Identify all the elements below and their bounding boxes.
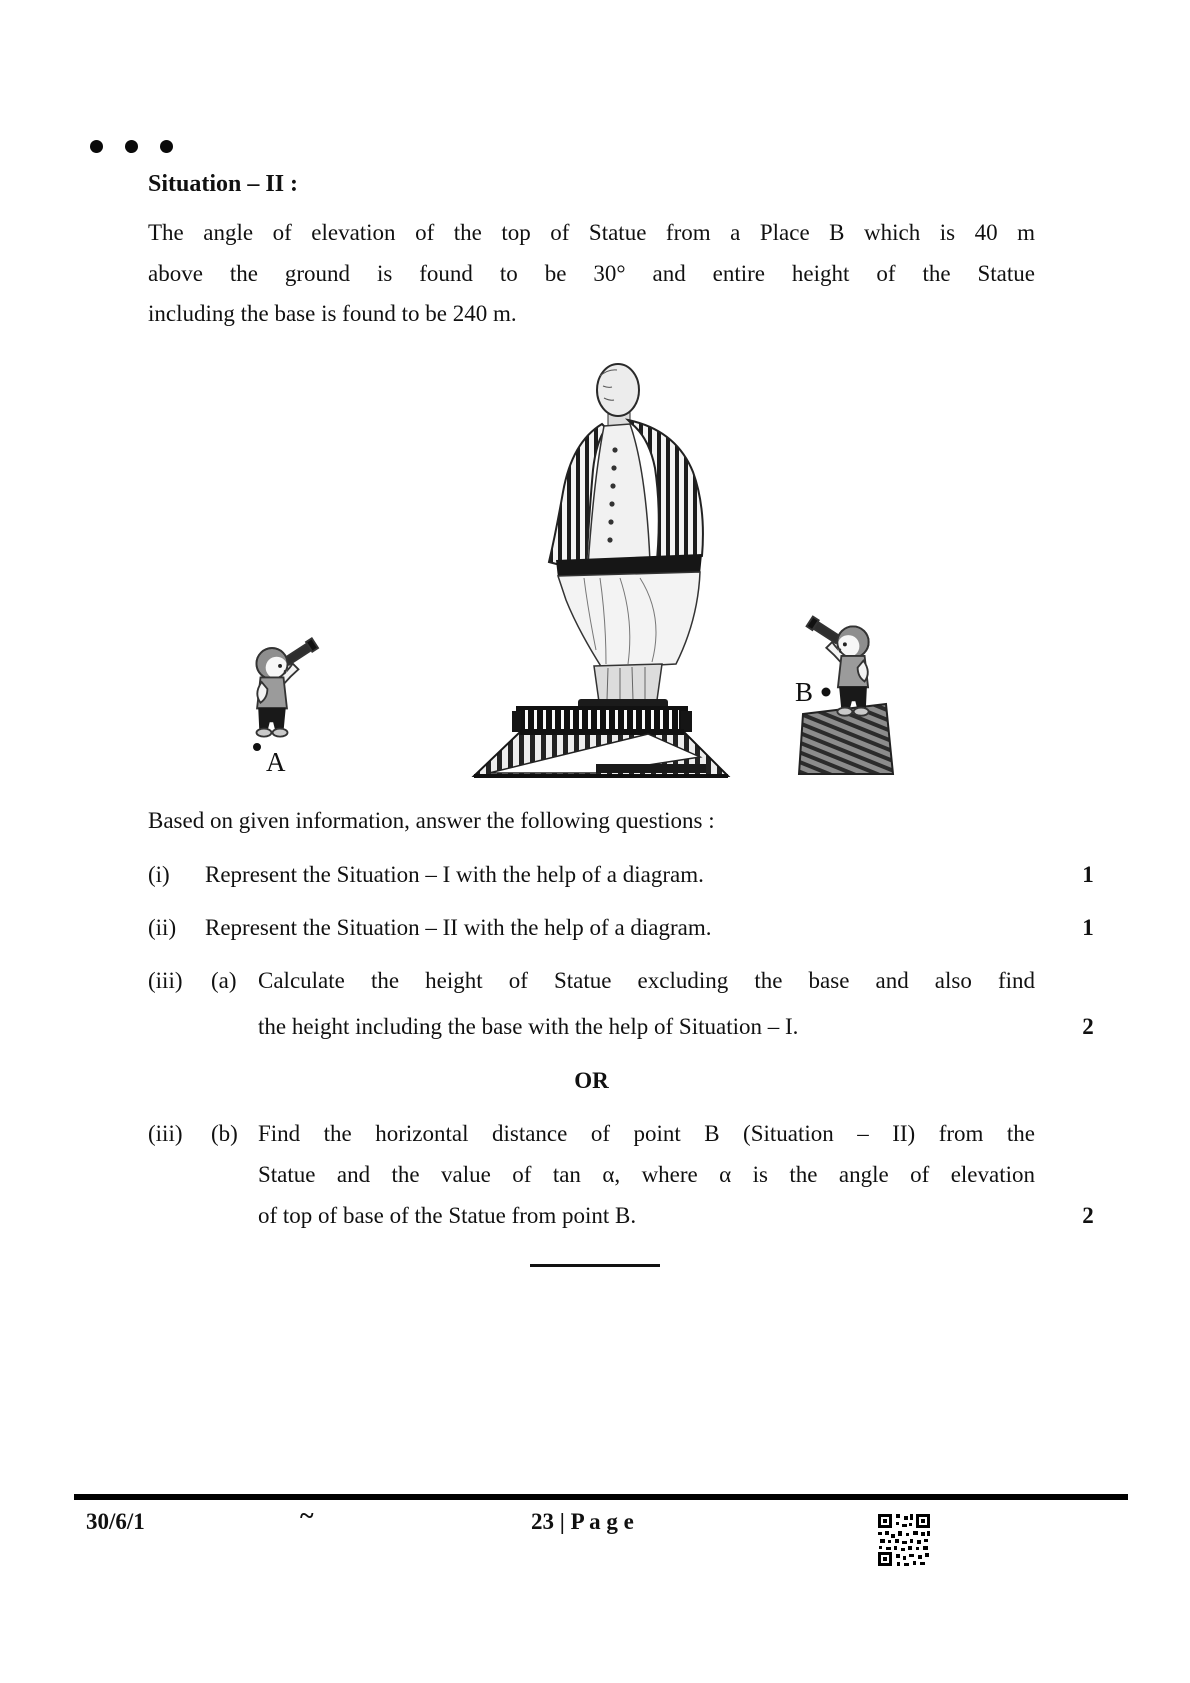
point-b-label: B	[795, 677, 814, 707]
section-heading: Situation – II :	[148, 171, 299, 197]
question-text-line: Represent the Situation – II with the help of a diagram.	[205, 915, 712, 940]
marks-value: 1	[1082, 915, 1094, 940]
observer-b-kid	[807, 617, 869, 716]
point-a-label: A	[266, 747, 286, 777]
question-sub-label: (a)	[211, 968, 237, 993]
question-text-line: of top of base of the Statue from point B.	[258, 1203, 637, 1228]
statue-figure	[549, 364, 703, 712]
question-text-line: Represent the Situation – I with the help of a diagram.	[205, 862, 704, 887]
question-number: (i)	[148, 862, 170, 887]
bullet-dot	[90, 140, 103, 153]
qr-code	[876, 1512, 932, 1568]
question-text-line: Statue and the value of tan α, where α is the angle of elevation	[258, 1162, 1035, 1187]
paper-code: 30/6/1	[86, 1509, 145, 1534]
marks-value: 2	[1082, 1014, 1094, 1039]
paragraph-line: The angle of elevation of the top of Statue from a Place B which is 40 m	[148, 220, 1035, 245]
paragraph-line: above the ground is found to be 30° and entire height of the Statue	[148, 261, 1035, 286]
observer-a-kid	[256, 638, 318, 736]
statue-illustration	[170, 350, 950, 785]
question-sub-label: (b)	[211, 1121, 238, 1146]
intro-line: Based on given information, answer the following questions :	[148, 808, 715, 833]
marks-value: 2	[1082, 1203, 1094, 1228]
page-number: 23 | P a g e	[531, 1509, 634, 1534]
footer-rule	[74, 1494, 1128, 1500]
question-text-line: Find the horizontal distance of point B (Situation – II) from the	[258, 1121, 1035, 1146]
question-text-line: Calculate the height of Statue excluding the base and also find	[258, 968, 1035, 993]
question-number: (ii)	[148, 915, 177, 940]
question-number: (iii)	[148, 968, 183, 993]
bullet-dot	[160, 140, 173, 153]
or-separator: OR	[574, 1068, 609, 1093]
bullet-dot	[125, 140, 138, 153]
divider-rule	[530, 1264, 660, 1267]
paragraph-line: including the base is found to be 240 m.	[148, 301, 517, 326]
question-text-line: the height including the base with the help of Situation – I.	[258, 1014, 799, 1039]
marks-value: 1	[1082, 862, 1094, 887]
question-number: (iii)	[148, 1121, 183, 1146]
point-a-dot	[253, 743, 261, 751]
tilde-separator: ~	[300, 1501, 314, 1530]
point-b-dot	[822, 688, 831, 697]
statue-base	[474, 706, 728, 776]
